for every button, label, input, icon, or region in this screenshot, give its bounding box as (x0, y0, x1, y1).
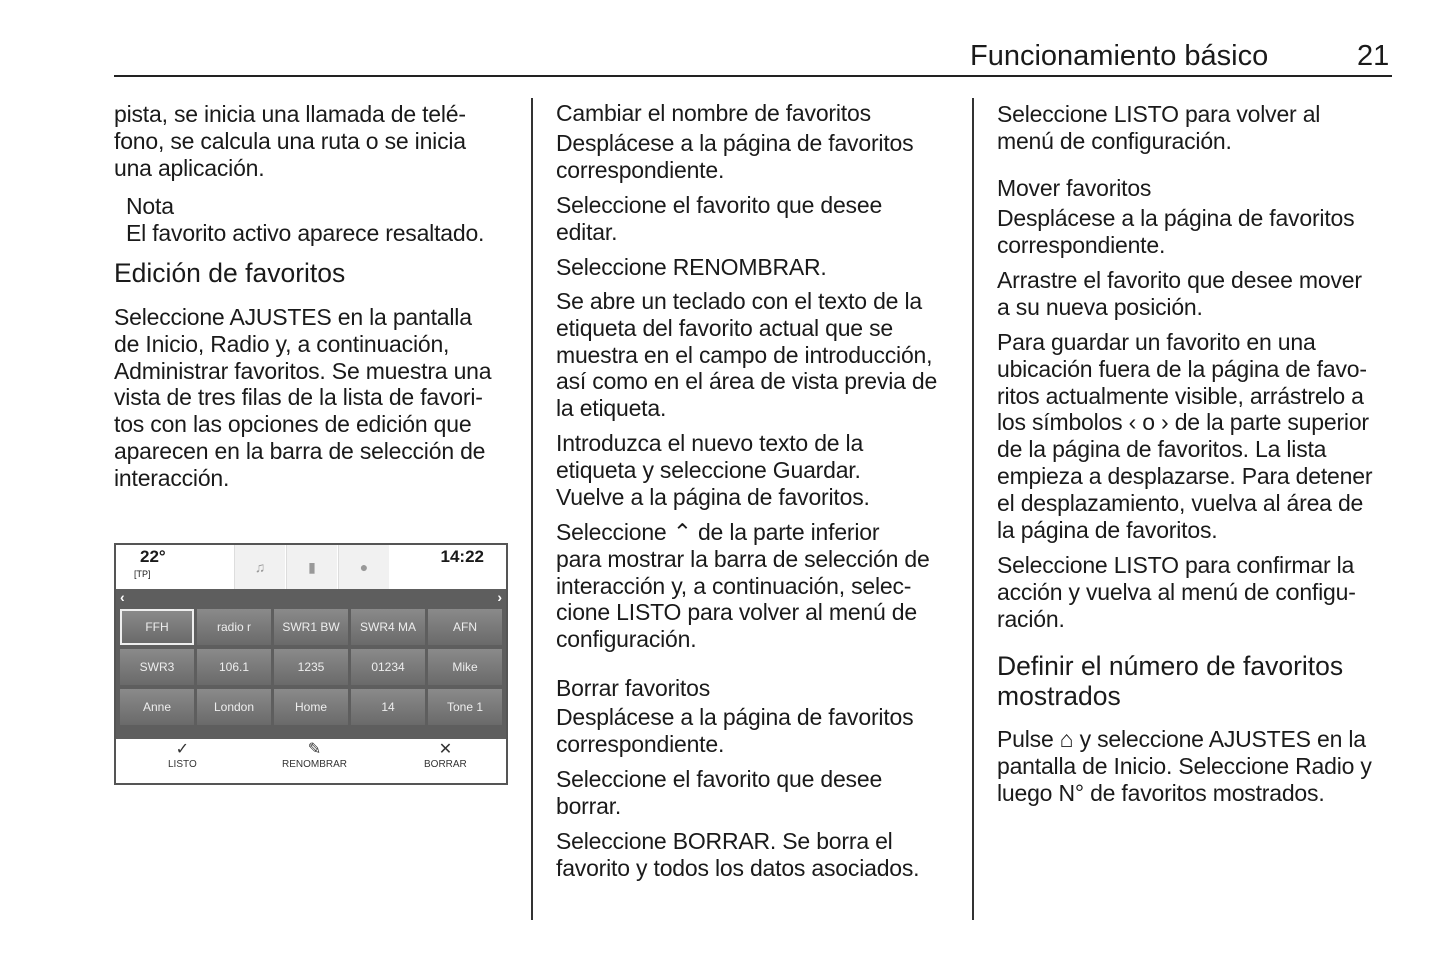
header-rule (114, 75, 1392, 77)
music-icon: ♫ (234, 545, 285, 589)
rename-label: RENOMBRAR (282, 759, 348, 770)
interaction-bar (116, 739, 506, 783)
favorite-button[interactable]: London (197, 689, 271, 725)
paragraph: Seleccione ⌃ de la parte inferior para mostrar la barra de selección de interacción y, a continuación, selec- cione LISTO para volver al menú de configuración. (556, 519, 930, 653)
favorite-button[interactable]: Mike (428, 649, 502, 685)
column-divider (531, 98, 533, 920)
clock: 14:22 (440, 547, 484, 566)
favorite-button[interactable]: 1235 (274, 649, 348, 685)
page-number: 21 (1357, 40, 1390, 72)
paragraph: pista, se inicia una llamada de telé- fono, se calcula una ruta o se inicia una aplicación. (114, 101, 466, 181)
phone-icon: ▮ (286, 545, 337, 589)
favorite-button[interactable]: AFN (428, 609, 502, 645)
favorite-button[interactable]: Anne (120, 689, 194, 725)
subheading: Cambiar el nombre de favoritos (556, 100, 871, 126)
paragraph: Se abre un teclado con el texto de la etiqueta del favorito actual que se muestra en el campo de introducción, así como en el área de vista previa de la etiqueta. (556, 288, 938, 422)
done-button[interactable] (168, 741, 197, 770)
x-icon: ✕ (438, 741, 453, 758)
favorite-button[interactable]: SWR3 (120, 649, 194, 685)
favorite-button[interactable]: 14 (351, 689, 425, 725)
section-heading: Edición de favoritos (114, 258, 346, 288)
paragraph: Desplácese a la página de favoritos correspondiente. (556, 704, 914, 757)
subheading: Borrar favoritos (556, 675, 711, 701)
paragraph: Seleccione RENOMBRAR. (556, 254, 827, 280)
circle-icon: ● (338, 545, 389, 589)
paragraph: Seleccione el favorito que desee borrar. (556, 766, 883, 819)
paragraph: Seleccione el favorito que desee editar. (556, 192, 883, 245)
paragraph: Arrastre el favorito que desee mover a su nueva posición. (997, 267, 1362, 320)
section-heading: Definir el número de favoritos mostrados (997, 651, 1344, 711)
paragraph: Seleccione LISTO para confirmar la acción y vuelva al menú de configu- ración. (997, 552, 1356, 632)
check-icon: ✓ (175, 741, 190, 758)
chevron-left-icon[interactable]: ‹ (120, 589, 125, 605)
favorite-button[interactable]: 01234 (351, 649, 425, 685)
subheading: Mover favoritos (997, 175, 1152, 201)
favorite-button[interactable]: Home (274, 689, 348, 725)
delete-button[interactable] (424, 741, 467, 770)
paragraph: Seleccione LISTO para volver al menú de configuración. (997, 101, 1321, 154)
favorites-grid (120, 609, 502, 725)
pencil-icon: ✎ (307, 741, 322, 758)
note-text: El favorito activo aparece resaltado. (126, 220, 485, 246)
temperature: 22° (140, 547, 166, 566)
chevron-right-icon[interactable]: › (497, 589, 502, 605)
favorite-button[interactable]: FFH (120, 609, 194, 645)
favorite-button[interactable]: 106.1 (197, 649, 271, 685)
favorite-button[interactable]: Tone 1 (428, 689, 502, 725)
radio-favorites-screenshot (114, 543, 508, 785)
paragraph: Seleccione AJUSTES en la pantalla de Inicio, Radio y, a continuación, Administrar favoritos. Se muestra una vista de tres filas de la lista de favori- tos con las opciones de edición que aparecen en la barra de selección de interacción. (114, 304, 492, 491)
rename-button[interactable] (282, 741, 347, 770)
done-label: LISTO (168, 759, 197, 770)
status-bar (116, 545, 506, 589)
paragraph: Desplácese a la página de favoritos correspondiente. (997, 205, 1355, 258)
favorites-panel (116, 589, 506, 741)
favorite-button[interactable]: SWR4 MA (351, 609, 425, 645)
paragraph: Pulse ⌂ y seleccione AJUSTES en la pantalla de Inicio. Seleccione Radio y luego N° de favoritos mostrados. (997, 726, 1372, 806)
section-title: Funcionamiento básico (970, 40, 1269, 72)
paragraph: Seleccione BORRAR. Se borra el favorito y todos los datos asociados. (556, 828, 920, 881)
paragraph: Para guardar un favorito en una ubicación fuera de la página de favo- ritos actualmente visible, arrástrelo a los símbolos ‹ o › de la parte superior de la página de favoritos. La lista empieza a desplazarse. Para detener el desplazamiento, vuelva al área de la página de favoritos. (997, 329, 1373, 543)
note-label: Nota (126, 193, 174, 219)
delete-label: BORRAR (424, 759, 467, 770)
tp-indicator: [TP] (134, 569, 151, 579)
favorite-button[interactable]: radio r (197, 609, 271, 645)
column-divider (972, 98, 974, 920)
paragraph: Desplácese a la página de favoritos correspondiente. (556, 130, 914, 183)
favorite-button[interactable]: SWR1 BW (274, 609, 348, 645)
paragraph: Introduzca el nuevo texto de la etiqueta y seleccione Guardar. Vuelve a la página de favoritos. (556, 430, 870, 510)
